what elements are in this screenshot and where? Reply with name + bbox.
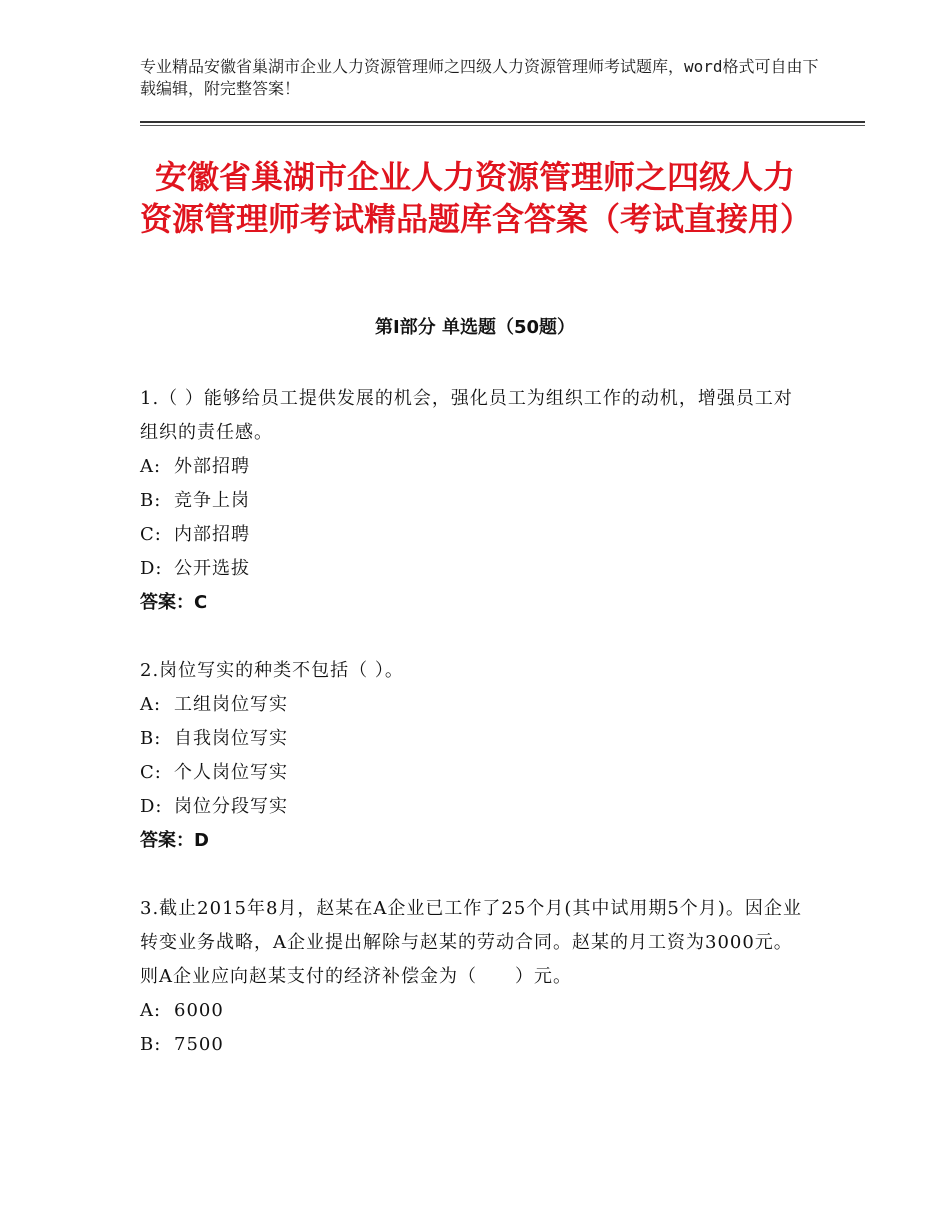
option-key: D:: [140, 796, 163, 817]
option-c: [140, 756, 810, 790]
option-b: [140, 484, 810, 518]
section-title: 第Ⅰ部分 单选题（50题）: [374, 317, 575, 338]
option-key: C:: [140, 524, 162, 545]
question-list: [140, 382, 810, 1096]
option-key: B:: [140, 1034, 162, 1055]
option-text: 内部招聘: [174, 524, 250, 545]
option-text: 岗位分段写实: [174, 796, 288, 817]
option-text: 公开选拔: [174, 558, 250, 579]
answer: 答案：C: [140, 592, 208, 613]
option-text: 个人岗位写实: [174, 762, 288, 783]
question-stem: 1.（ ）能够给员工提供发展的机会，强化员工为组织工作的动机，增强员工对组织的责任感。: [140, 388, 793, 443]
question-stem: 3.截止2015年8月，赵某在A企业已工作了25个月(其中试用期5个月)。因企业转变业务战略，A企业提出解除与赵某的劳动合同。赵某的月工资为3000元。则A企业应向赵某支付的经济补偿金为（ ）元。: [140, 898, 802, 987]
option-d: [140, 790, 810, 824]
option-a: [140, 994, 810, 1028]
option-key: B:: [140, 490, 162, 511]
option-d: [140, 552, 810, 586]
option-text: 6000: [174, 1000, 224, 1021]
option-key: D:: [140, 558, 163, 579]
header-note: 专业精品安徽省巢湖市企业人力资源管理师之四级人力资源管理师考试题库，word格式可自由下载编辑，附完整答案！: [140, 57, 819, 98]
option-key: B:: [140, 728, 162, 749]
option-a: [140, 450, 810, 484]
header-rule-thick: [140, 121, 865, 123]
option-key: A:: [140, 456, 162, 477]
option-key: A:: [140, 1000, 162, 1021]
option-text: 自我岗位写实: [174, 728, 288, 749]
question-3: [140, 892, 810, 1062]
option-text: 外部招聘: [174, 456, 250, 477]
option-c: [140, 518, 810, 552]
header-rule-thin: [140, 125, 865, 126]
question-1: [140, 382, 810, 620]
option-b: [140, 722, 810, 756]
option-a: [140, 688, 810, 722]
option-key: C:: [140, 762, 162, 783]
option-key: A:: [140, 694, 162, 715]
question-stem: 2.岗位写实的种类不包括（ ）。: [140, 660, 404, 681]
option-text: 工组岗位写实: [174, 694, 288, 715]
option-b: [140, 1028, 810, 1062]
question-2: [140, 654, 810, 858]
document-title: 安徽省巢湖市企业人力资源管理师之四级人力资源管理师考试精品题库含答案（考试直接用）: [140, 158, 813, 238]
answer: 答案：D: [140, 830, 209, 851]
option-text: 竞争上岗: [174, 490, 250, 511]
option-text: 7500: [174, 1034, 224, 1055]
